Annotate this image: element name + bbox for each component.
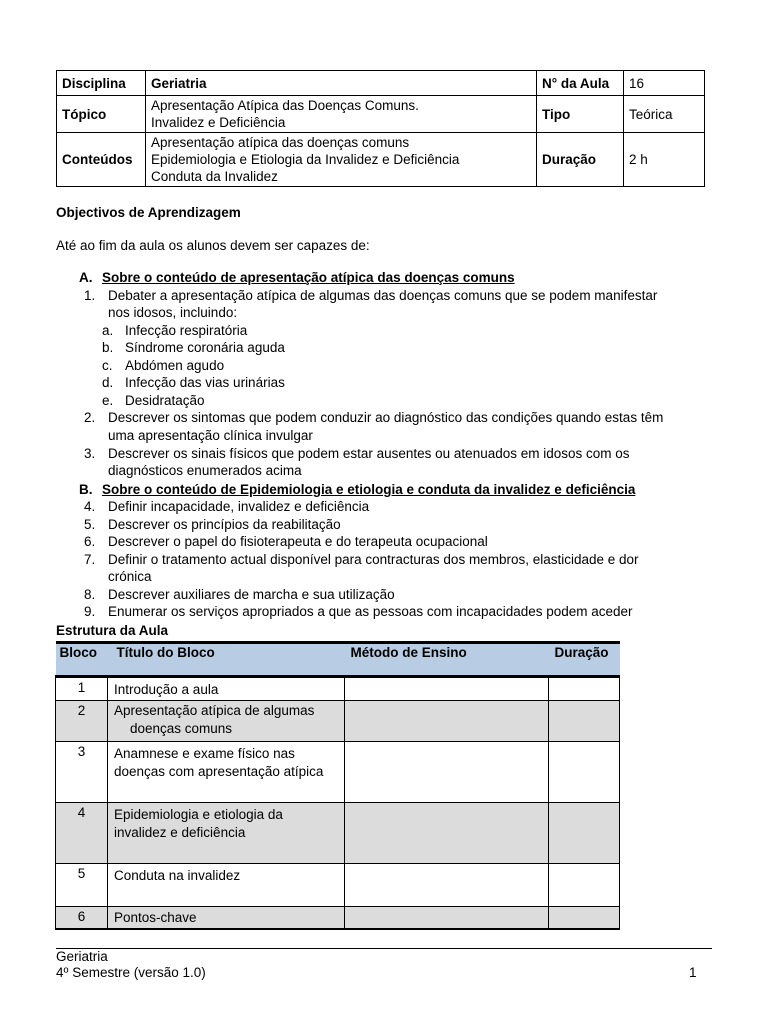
bloco-duration: [549, 742, 620, 803]
bloco-title-line-1: Anamnese e exame físico nas: [114, 746, 295, 761]
bloco-title: [108, 803, 345, 864]
table-row: [56, 864, 620, 907]
item-3-number: 3.: [84, 446, 96, 461]
bloco-duration: [549, 864, 620, 907]
objectives-intro: Até ao fim da aula os alunos devem ser capazes de:: [56, 238, 370, 253]
lesson-structure-table: [55, 641, 620, 930]
sub-c-marker: c.: [102, 358, 113, 373]
table-row: [56, 803, 620, 864]
item-1-line-2: nos idosos, incluindo:: [108, 305, 238, 320]
conteudos-line-1: Apresentação atípica das doenças comuns: [151, 135, 410, 150]
conteudos-line-2: Epidemiologia e Etiologia da Invalidez e Deficiência: [151, 152, 460, 167]
bloco-title-line-2: doenças comuns: [130, 721, 233, 736]
footer-course: Geriatria: [56, 949, 108, 964]
item-7-number: 7.: [84, 552, 96, 567]
structure-heading: Estrutura da Aula: [56, 623, 169, 638]
section-b-title: Sobre o conteúdo de Epidemiologia e etiologia e conduta da invalidez e deficiência: [102, 482, 636, 497]
footer-divider: [56, 948, 712, 949]
bloco-title-line-1: Apresentação atípica de algumas: [114, 703, 315, 718]
sub-c-text: Abdómen agudo: [125, 358, 225, 373]
bloco-title-line-1: Introdução a aula: [114, 682, 219, 697]
conteudos-value: [146, 133, 537, 187]
item-2-number: 2.: [84, 410, 96, 425]
disciplina-value: Geriatria: [146, 71, 537, 96]
bloco-method: [345, 742, 549, 803]
item-7-line-1: Definir o tratamento actual disponível para contracturas dos membros, elasticidade e dor: [108, 552, 639, 567]
item-1-line-1: Debater a apresentação atípica de algumas das doenças comuns que se podem manifestar: [108, 288, 658, 303]
duracao-value: 2 h: [624, 133, 705, 187]
bloco-title-line-1: Conduta na invalidez: [114, 868, 241, 883]
bloco-method: [345, 677, 549, 701]
item-3-line-1: Descrever os sinais físicos que podem estar ausentes ou atenuados em idosos com os: [108, 446, 630, 461]
bloco-title: [108, 742, 345, 803]
header-duracao: Duração: [549, 643, 620, 677]
bloco-title-line-2: invalidez e deficiência: [114, 825, 246, 840]
topico-label: Tópico: [57, 96, 146, 133]
item-8-text: Descrever auxiliares de marcha e sua utilização: [108, 587, 395, 602]
item-6-text: Descrever o papel do fisioterapeuta e do terapeuta ocupacional: [108, 534, 488, 549]
item-2-line-1: Descrever os sintomas que podem conduzir ao diagnóstico das condições quando estas têm: [108, 410, 664, 425]
item-4-number: 4.: [84, 499, 96, 514]
bloco-number: 2: [56, 701, 108, 742]
table-row: [56, 742, 620, 803]
bloco-duration: [549, 701, 620, 742]
bloco-title-line-1: Epidemiologia e etiologia da: [114, 807, 283, 822]
sub-e-text: Desidratação: [125, 393, 205, 408]
table-row: [56, 907, 620, 930]
bloco-duration: [549, 803, 620, 864]
sub-a-marker: a.: [102, 323, 114, 338]
item-1-number: 1.: [84, 288, 96, 303]
objectives-heading: Objectivos de Aprendizagem: [56, 205, 241, 220]
duracao-label: Duração: [537, 133, 624, 187]
bloco-title: [108, 677, 345, 701]
header-bloco: Bloco: [56, 643, 108, 677]
conteudos-label: Conteúdos: [57, 133, 146, 187]
bloco-title: [108, 701, 345, 742]
bloco-title-line-1: Pontos-chave: [114, 910, 197, 925]
page-number: 1: [689, 965, 697, 980]
bloco-title-line-2: doenças com apresentação atípica: [114, 764, 324, 779]
item-4-text: Definir incapacidade, invalidez e deficiência: [108, 499, 370, 514]
table-row: [56, 701, 620, 742]
section-b-marker: B.: [79, 482, 93, 497]
bloco-title: [108, 907, 345, 930]
item-8-number: 8.: [84, 587, 96, 602]
section-a-title: Sobre o conteúdo de apresentação atípica das doenças comuns: [102, 270, 515, 285]
bloco-title: [108, 864, 345, 907]
item-6-number: 6.: [84, 534, 96, 549]
topico-value: [146, 96, 537, 133]
aula-value: 16: [624, 71, 705, 96]
bloco-method: [345, 864, 549, 907]
conteudos-line-3: Conduta da Invalidez: [151, 169, 278, 184]
bloco-method: [345, 701, 549, 742]
bloco-method: [345, 907, 549, 930]
sub-b-marker: b.: [102, 340, 114, 355]
bloco-number: 6: [56, 907, 108, 930]
sub-d-text: Infecção das vias urinárias: [125, 375, 285, 390]
sub-b-text: Síndrome coronária aguda: [125, 340, 285, 355]
sub-a-text: Infecção respiratória: [125, 323, 248, 338]
sub-d-marker: d.: [102, 375, 114, 390]
item-5-text: Descrever os princípios da reabilitação: [108, 517, 341, 532]
item-3-line-2: diagnósticos enumerados acima: [108, 463, 302, 478]
item-5-number: 5.: [84, 517, 96, 532]
topico-line-1: Apresentação Atípica das Doenças Comuns.: [151, 98, 419, 113]
bloco-number: 5: [56, 864, 108, 907]
header-metodo: Método de Ensino: [345, 643, 549, 677]
bloco-duration: [549, 677, 620, 701]
item-9-text: Enumerar os serviços apropriados a que as pessoas com incapacidades podem aceder: [108, 604, 633, 619]
bloco-number: 4: [56, 803, 108, 864]
item-7-line-2: crónica: [108, 569, 152, 584]
tipo-value: Teórica: [624, 96, 705, 133]
disciplina-label: Disciplina: [57, 71, 146, 96]
aula-label: N° da Aula: [537, 71, 624, 96]
bloco-number: 3: [56, 742, 108, 803]
lesson-info-table: [56, 70, 705, 187]
bloco-number: 1: [56, 677, 108, 701]
tipo-label: Tipo: [537, 96, 624, 133]
item-2-line-2: uma apresentação clínica invulgar: [108, 428, 313, 443]
topico-line-2: Invalidez e Deficiência: [151, 115, 286, 130]
header-titulo: Título do Bloco: [108, 643, 345, 677]
bloco-method: [345, 803, 549, 864]
section-a-marker: A.: [79, 270, 93, 285]
table-row: [56, 677, 620, 701]
sub-e-marker: e.: [102, 393, 114, 408]
footer-semester: 4º Semestre (versão 1.0): [56, 965, 206, 980]
item-9-number: 9.: [84, 604, 96, 619]
bloco-duration: [549, 907, 620, 930]
